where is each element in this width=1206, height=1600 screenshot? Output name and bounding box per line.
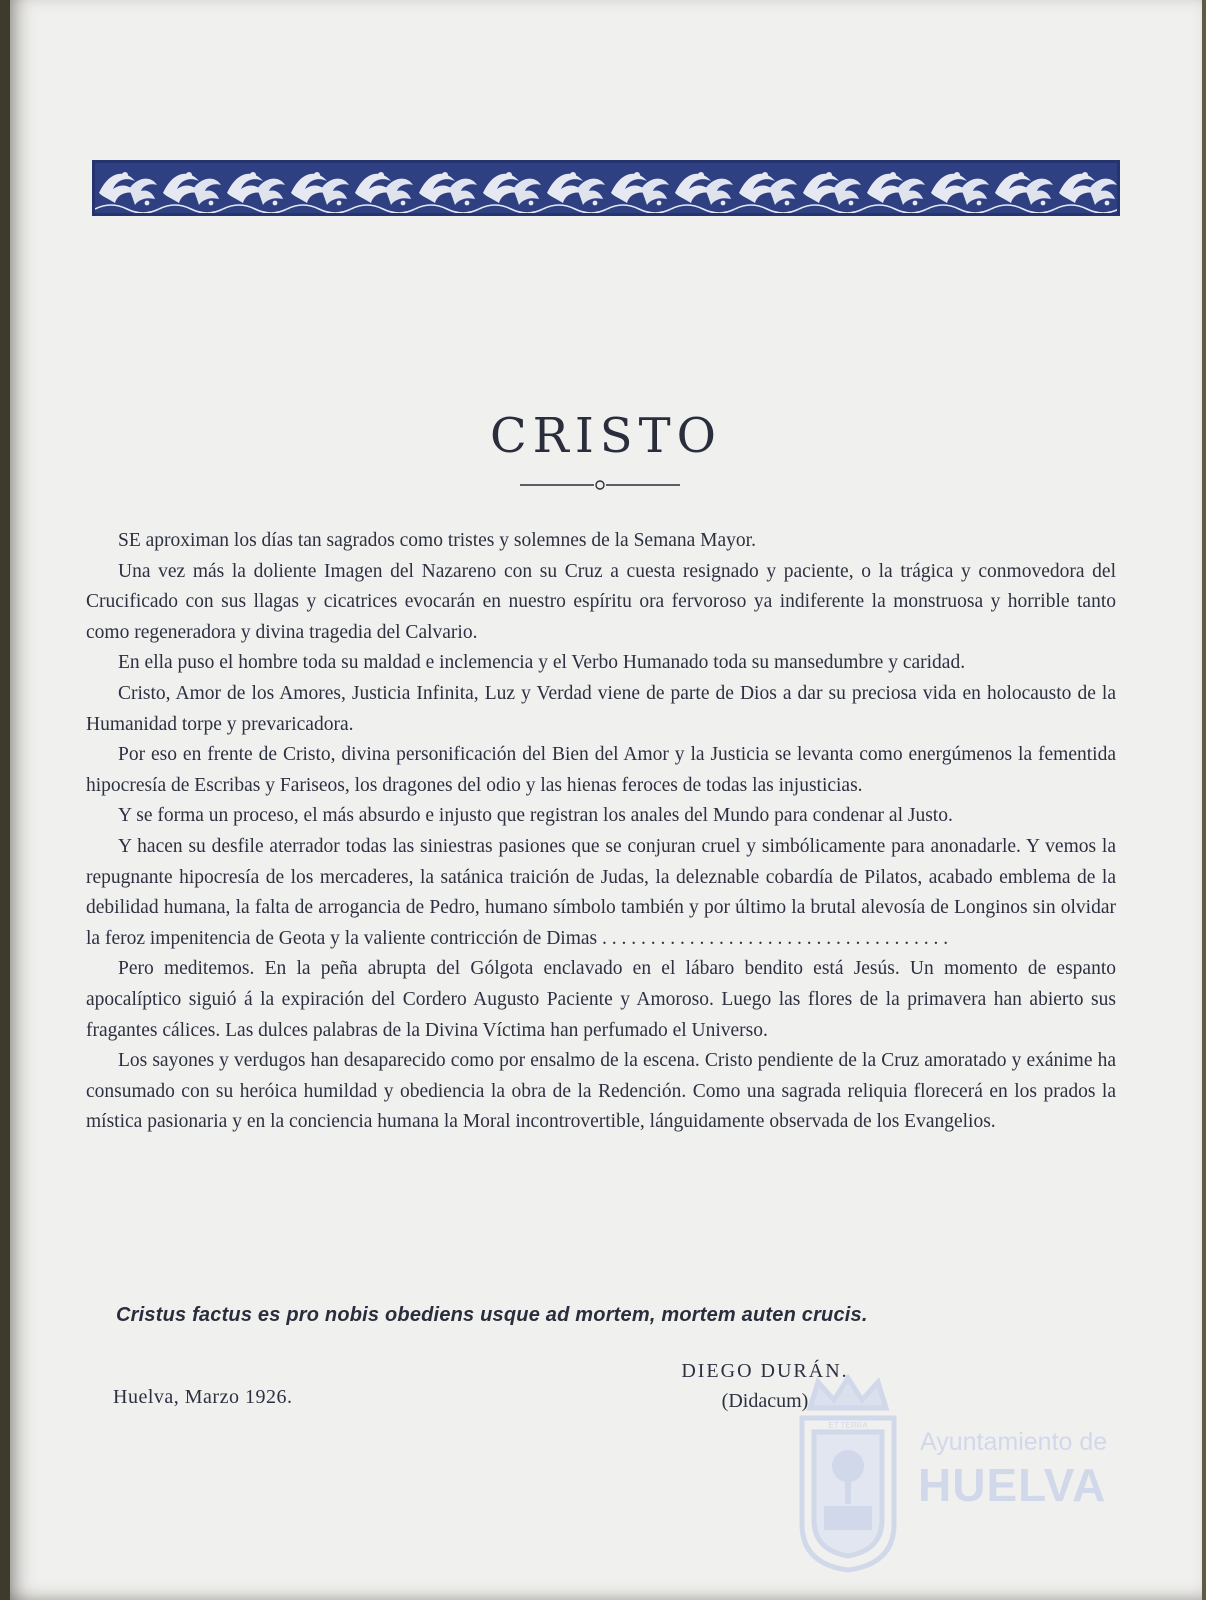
acanthus-ornament-icon xyxy=(95,163,1117,213)
paragraph: En ella puso el hombre toda su maldad e inclemencia y el Verbo Humanado toda su mansedumbre y caridad. xyxy=(118,652,966,674)
paragraph: Una vez más la doliente Imagen del Nazareno con su Cruz a cuesta resignado y paciente, o la trágica y conmovedora del Crucificado con sus llagas y cicatrices evocarán en nuestro espíritu ora fervoroso ya indiferente la monstruosa y horrible tanto como regeneradora y divina tragedia del Calvario. xyxy=(86,560,1116,643)
watermark-line2: HUELVA xyxy=(918,1459,1107,1511)
author-pseudonym: (Didacum) xyxy=(721,1390,809,1412)
svg-text:ET TERRA: ET TERRA xyxy=(828,1421,868,1430)
binding-edge xyxy=(0,0,10,1600)
ayuntamiento-watermark xyxy=(788,1374,1118,1574)
document-page xyxy=(10,0,1202,1600)
ornamental-border xyxy=(92,160,1120,216)
paragraph: Y hacen su desfile aterrador todas las siniestras pasiones que se conjuran cruel y simbólicamente para anonadarle. Y vemos la repugnante hipocresía de los mercaderes, la satánica traición de Judas, la deleznable cobardía de Pilatos, acabado emblema de la debilidad humana, la falta de arrogancia de Pedro, humano símbolo también y por último la brutal alevosía de Longinos sin olvidar la feroz impenitencia de Geota y la valiente contricción de Dimas . . . . . . . . . . . . . . . . . . . . . . . . . . . . . . . . . . . . xyxy=(86,835,1116,949)
article-body xyxy=(86,526,1116,1138)
paragraph: Los sayones y verdugos han desaparecido como por ensalmo de la escena. Cristo pendiente de la Cruz amoratado y exánime ha consumado con su heróica humildad y obediencia la obra de la Redención. Como una sagrada reliquia florecerá en los prados la mística pasionaria y en la conciencia humana la Moral incontrovertible, lánguidamente observada de los Evangelios. xyxy=(86,1050,1116,1133)
page-title: CRISTO xyxy=(489,408,723,464)
latin-quote: Cristus factus es pro nobis obediens usque ad mortem, mortem auten crucis. xyxy=(116,1304,868,1326)
watermark-line1: Ayuntamiento de xyxy=(920,1428,1108,1456)
paragraph: SE aproximan los días tan sagrados como tristes y solemnes de la Semana Mayor. xyxy=(118,530,756,551)
title-divider-icon xyxy=(520,478,680,492)
author-name: DIEGO DURÁN. xyxy=(681,1360,849,1382)
paragraph: Y se forma un proceso, el más absurdo e injusto que registran los anales del Mundo para condenar al Justo. xyxy=(118,805,953,827)
place-date: Huelva, Marzo 1926. xyxy=(113,1386,293,1408)
crown-shield-icon xyxy=(788,1374,908,1574)
paragraph: Pero meditemos. En la peña abrupta del Gólgota enclavado en el lábaro bendito está Jesús. Un momento de espanto apocalíptico siguió á la expiración del Cordero Augusto Paciente y Amoroso. Luego las flores de la primavera han abierto sus fragantes cálices. Las dulces palabras de la Divina Víctima han perfumado el Universo. xyxy=(86,958,1116,1041)
paragraph: Cristo, Amor de los Amores, Justicia Infinita, Luz y Verdad viene de parte de Dios a dar su preciosa vida en holocausto de la Humanidad torpe y prevaricadora. xyxy=(86,682,1116,735)
paragraph: Por eso en frente de Cristo, divina personificación del Bien del Amor y la Justicia se levanta como energúmenos la fementida hipocresía de Escribas y Fariseos, los dragones del odio y las hienas feroces de todas las injusticias. xyxy=(86,744,1116,796)
